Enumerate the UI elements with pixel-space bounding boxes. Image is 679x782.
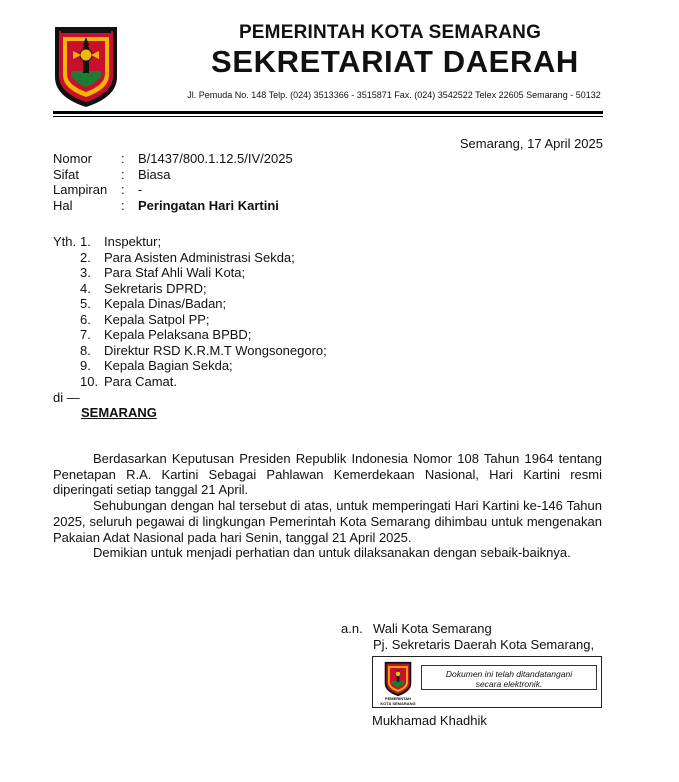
recipient-number: 3. (80, 265, 91, 280)
destination-city: SEMARANG (81, 405, 157, 420)
letter-date: Semarang, 17 April 2025 (459, 136, 603, 151)
letterhead-rule-thick (53, 111, 603, 114)
signer-name: Mukhamad Khadhik (372, 713, 487, 728)
signature-an: a.n. (341, 621, 363, 636)
recipient-text: Direktur RSD K.R.M.T Wongsonegoro; (104, 342, 327, 358)
meta-label: Nomor (53, 151, 93, 166)
city-crest-logo (53, 25, 119, 109)
body-paragraph: Sehubungan dengan hal tersebut di atas, untuk memperingati Hari Kartini ke-146 Tahun 2025, seluruh pegawai di lingkungan Pemerintah Kota Semarang dihimbau untuk mengenakan Pakaian Adat Nasional pada hari Senin, tanggal 21 April 2025. (53, 498, 602, 545)
recipient-text: Kepala Bagian Sekda; (104, 358, 233, 373)
meta-colon: : (121, 182, 125, 197)
meta-subject-value: Peringatan Hari Kartini (138, 197, 279, 213)
meta-label: Hal (53, 197, 73, 213)
body-paragraph: Berdasarkan Keputusan Presiden Republik Indonesia Nomor 108 Tahun 1964 tentang Penetapan R.A. Kartini Sebagai Pahlawan Kemerdekaan Nasional, Hari Kartini resmi diperingati setiap tanggal 21 April. (53, 451, 602, 498)
recipient-text: Kepala Pelaksana BPBD; (104, 327, 252, 342)
recipient-item (53, 327, 327, 343)
recipient-item (53, 265, 327, 281)
meta-value: - (138, 182, 143, 197)
recipient-number: 6. (80, 311, 91, 327)
recipient-number: 9. (80, 358, 91, 373)
recipient-text: Kepala Dinas/Badan; (104, 296, 227, 311)
recipient-number: 2. (80, 249, 91, 265)
stamp-text-line: Dokumen ini telah ditandatangani (445, 669, 573, 679)
meta-colon: : (121, 151, 125, 166)
recipient-prefix: Yth. (53, 234, 77, 249)
signature-title-1: Wali Kota Semarang (373, 621, 492, 636)
meta-row-nomor (53, 151, 293, 167)
letterhead-rule-thin (53, 116, 603, 117)
recipient-number: 5. (80, 296, 91, 311)
signature-block (341, 621, 594, 652)
stamp-caption (377, 697, 419, 706)
recipient-item (53, 234, 327, 250)
meta-value: Biasa (138, 166, 171, 182)
letterhead-address: Jl. Pemuda No. 148 Telp. (024) 3513366 - 3515871 Fax. (024) 3542522 Telex 22605 Semarang - 50132 (187, 90, 601, 100)
recipient-item (53, 281, 327, 297)
recipient-text: Kepala Satpol PP; (104, 311, 210, 327)
letter-metadata (53, 151, 293, 213)
recipient-item (53, 358, 327, 374)
meta-row-hal (53, 198, 293, 214)
recipient-number: 10. (80, 373, 99, 389)
stamp-crest-icon (383, 661, 413, 697)
recipient-number: 8. (80, 342, 91, 358)
recipient-number: 7. (80, 327, 91, 342)
meta-label: Lampiran (53, 182, 108, 197)
recipient-text: Para Asisten Administrasi Sekda; (104, 249, 295, 265)
stamp-text-box (421, 665, 597, 690)
destination-prefix: di — (53, 390, 80, 405)
recipient-text: Sekretaris DPRD; (104, 280, 207, 296)
meta-label: Sifat (53, 166, 80, 182)
recipient-text: Inspektur; (104, 234, 162, 249)
stamp-text-line: secara elektronik. (475, 679, 543, 689)
meta-colon: : (121, 197, 125, 213)
recipient-item (53, 296, 327, 312)
recipient-number: 1. (80, 234, 91, 249)
recipient-text: Para Camat. (104, 373, 177, 389)
recipient-item (53, 312, 327, 328)
recipient-text: Para Staf Ahli Wali Kota; (104, 265, 246, 280)
body-paragraph: Demikian untuk menjadi perhatian dan untuk dilaksanakan dengan sebaik-baiknya. (93, 545, 571, 561)
meta-row-sifat (53, 167, 293, 183)
electronic-signature-stamp (372, 656, 602, 708)
recipient-number: 4. (80, 280, 91, 296)
recipient-list (53, 234, 327, 389)
recipient-item (53, 374, 327, 390)
meta-row-lampiran (53, 182, 293, 198)
recipient-item (53, 343, 327, 359)
stamp-caption-line: KOTA SEMARANG (380, 700, 416, 706)
letterhead-government-name: PEMERINTAH KOTA SEMARANG (238, 22, 542, 43)
signature-title-2: Pj. Sekretaris Daerah Kota Semarang, (373, 636, 595, 652)
letterhead-office-name: SEKRETARIAT DAERAH (211, 44, 579, 79)
meta-colon: : (121, 166, 125, 182)
meta-value: B/1437/800.1.12.5/IV/2025 (138, 151, 293, 166)
stamp-caption-line: PEMERINTAH (384, 696, 412, 701)
recipient-item (53, 250, 327, 266)
letter-body (53, 451, 602, 561)
